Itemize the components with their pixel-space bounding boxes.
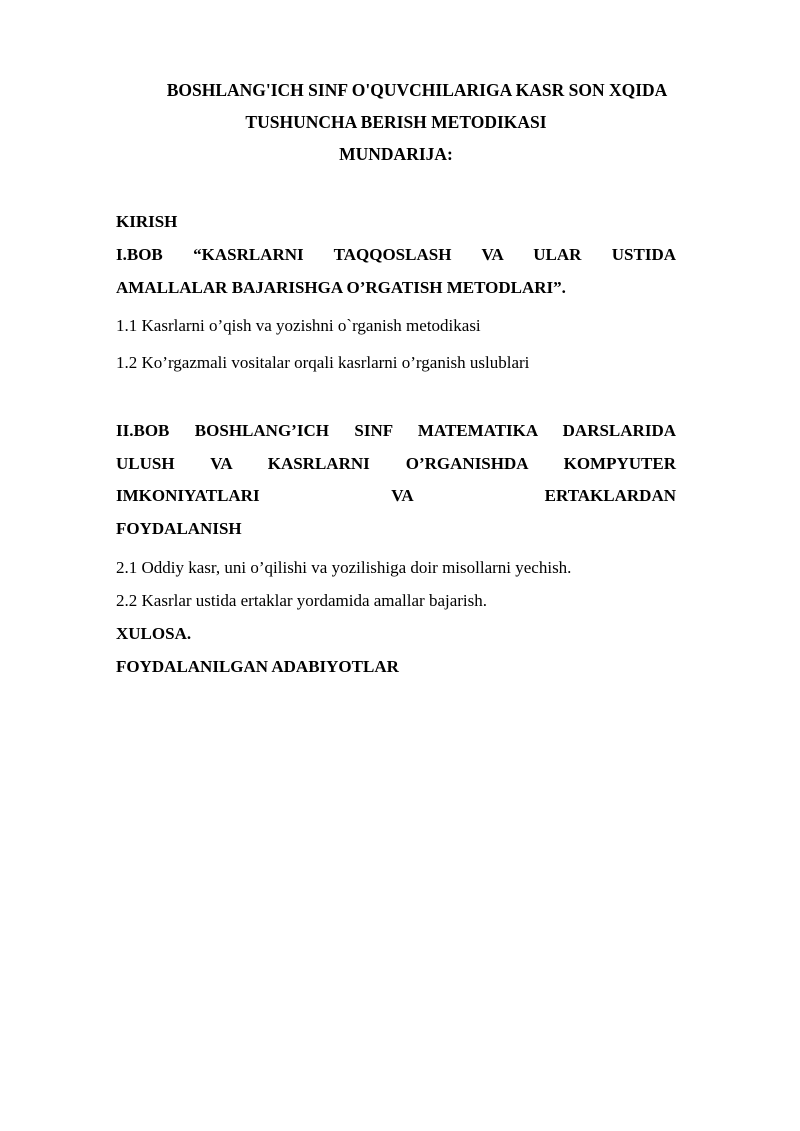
chapter-2-line-1: II.BOB BOSHLANG’ICH SINF MATEMATIKA DARSLARIDA [116, 421, 676, 440]
chapter-2-line-3: IMKONIYATLARI VA ERTAKLARDAN [116, 486, 676, 505]
toc-section-1-1: 1.1 Kasrlarni o’qish va yozishni o`rganish metodikasi [116, 316, 481, 335]
toc-heading: MUNDARIJA: [339, 144, 453, 164]
toc-chapter-1 [116, 238, 676, 304]
chapter-2-line-2: ULUSH VA KASRLARNI O’RGANISHDA KOMPYUTER [116, 453, 676, 473]
document-title [116, 74, 676, 170]
toc-section-2-2: 2.2 Kasrlar ustida ertaklar yordamida amallar bajarish. [116, 591, 488, 610]
toc-references: FOYDALANILGAN ADABIYOTLAR [116, 657, 399, 676]
chapter-2-line-4: FOYDALANISH [116, 518, 242, 538]
table-of-contents [116, 205, 676, 683]
toc-chapter-2 [116, 415, 676, 545]
toc-section-1-2: 1.2 Ko’rgazmali vositalar orqali kasrlarni o’rganish uslublari [116, 353, 530, 372]
toc-section-2-1: 2.1 Oddiy kasr, uni o’qilishi va yozilishiga doir misollarni yechish. [116, 558, 572, 577]
toc-conclusion: XULOSA. [116, 624, 192, 643]
chapter-1-line-2: AMALLALAR BAJARISHGA O’RGATISH METODLARI”. [116, 278, 566, 297]
chapter-1-line-1: I.BOB “KASRLARNI TAQQOSLASH VA ULAR USTIDA [116, 245, 676, 264]
toc-intro: KIRISH [116, 212, 178, 231]
title-line-1: BOSHLANG'ICH SINF O'QUVCHILARIGA KASR SON XQIDA [166, 80, 668, 100]
title-line-2: TUSHUNCHA BERISH METODIKASI [245, 112, 547, 132]
